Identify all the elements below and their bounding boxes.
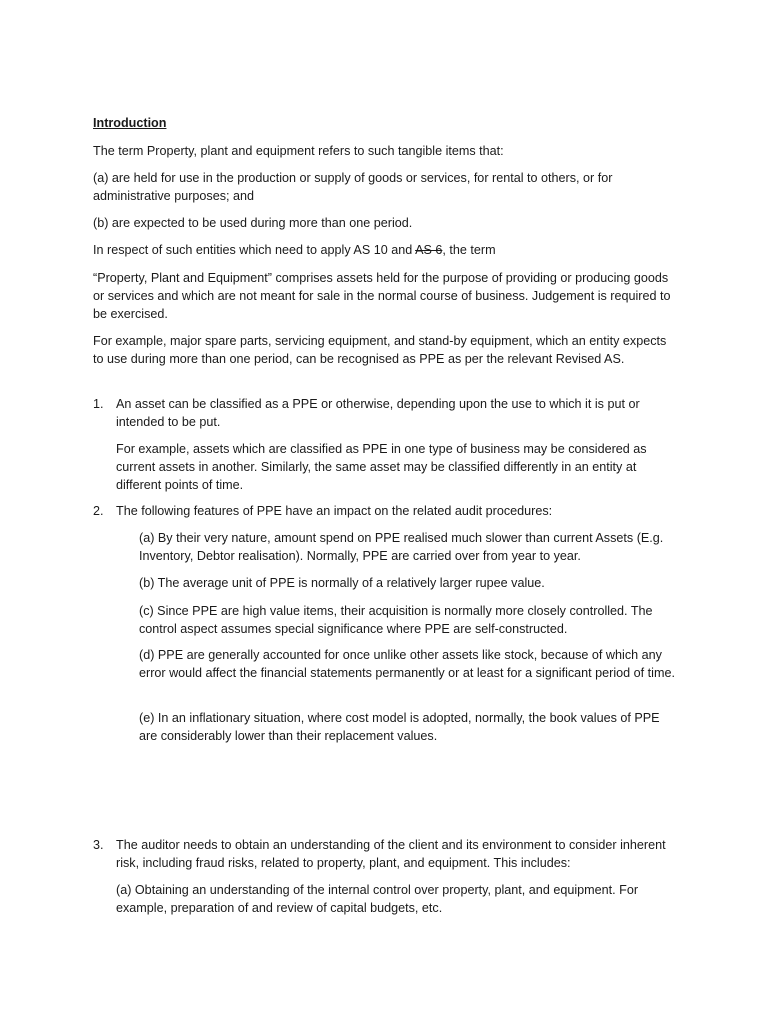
- subpoint: (a) By their very nature, amount spend on PPE realised much slower than current Assets (E.g. Inventory, Debtor realisation). Normally, PPE are carried over from year to year.: [139, 531, 664, 563]
- item-number: 3.: [93, 838, 104, 852]
- item-text: The following features of PPE have an impact on the related audit procedures:: [116, 504, 553, 518]
- respect-text-post: , the term: [442, 243, 496, 257]
- definition-paragraph: “Property, Plant and Equipment” comprises assets held for the purpose of providing or producing goods or services and which are not meant for sale in the normal course of business. Judgement is required to be exercised.: [93, 271, 671, 321]
- item-number: 2.: [93, 504, 104, 518]
- respect-text-pre: In respect of such entities which need to apply AS 10 and: [93, 243, 416, 257]
- respect-line: [93, 241, 678, 259]
- subpoint: (a) Obtaining an understanding of the internal control over property, plant, and equipment. For example, preparation of and review of capital budgets, etc.: [116, 883, 639, 915]
- subpoint: (c) Since PPE are high value items, their acquisition is normally more closely controlled. The control aspect assumes special significance where PPE are self-constructed.: [139, 604, 653, 636]
- subpoint: (e) In an inflationary situation, where cost model is adopted, normally, the book values of PPE are considerably lower than their replacement values.: [139, 711, 660, 743]
- struck-text: AS 6: [415, 243, 443, 257]
- item-number: 1.: [93, 397, 104, 411]
- item-text: An asset can be classified as a PPE or otherwise, depending upon the use to which it is put or intended to be put.: [116, 397, 640, 429]
- point-b: (b) are expected to be used during more than one period.: [93, 216, 413, 230]
- intro-line: The term Property, plant and equipment refers to such tangible items that:: [93, 144, 504, 158]
- item-text: The auditor needs to obtain an understanding of the client and its environment to consider inherent risk, including fraud risks, related to property, plant, and equipment. This includes:: [116, 838, 666, 870]
- point-a: (a) are held for use in the production or supply of goods or services, for rental to others, or for administrative purposes; and: [93, 171, 613, 203]
- subpoint: (b) The average unit of PPE is normally of a relatively larger rupee value.: [139, 576, 545, 590]
- section-heading: Introduction: [93, 116, 167, 130]
- item-note: For example, assets which are classified as PPE in one type of business may be considered as current assets in another. Similarly, the same asset may be classified differently in an entity at different points of time.: [116, 442, 647, 492]
- example-paragraph: For example, major spare parts, servicing equipment, and stand-by equipment, which an entity expects to use during more than one period, can be recognised as PPE as per the relevant Revised AS.: [93, 334, 667, 366]
- subpoint: (d) PPE are generally accounted for once unlike other assets like stock, because of which any error would affect the financial statements permanently or at least for a significant period of time.: [139, 648, 675, 680]
